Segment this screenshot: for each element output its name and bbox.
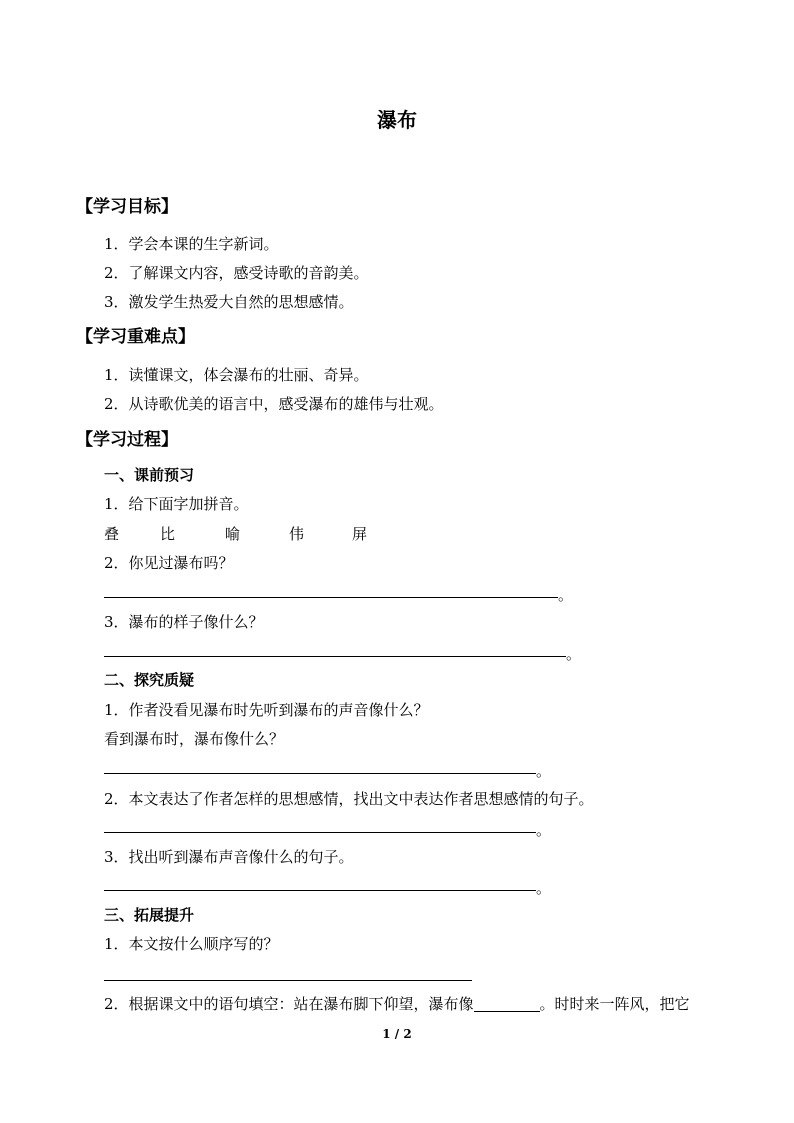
period-mark: 。 [566,645,582,663]
question-text-before: 2．根据课文中的语句填空：站在瀑布脚下仰望，瀑布像 [104,995,474,1013]
answer-line[interactable] [104,597,558,598]
period-mark: 。 [536,879,552,897]
question-text: 2．你见过瀑布吗？ [104,554,234,572]
objective-item: 3．激发学生热爱大自然的思想感情。 [104,293,354,311]
period-mark: 。 [536,762,552,780]
subsection-heading-inquiry: 二、探究质疑 [104,671,195,689]
answer-line[interactable] [104,656,566,657]
period-mark: 。 [536,821,552,839]
key-point-item: 2．从诗歌优美的语言中，感受瀑布的雄伟与壮观。 [104,395,444,413]
section-heading-objectives: 【学习目标】 [76,197,178,217]
section-heading-key-points: 【学习重难点】 [76,327,195,347]
question-text-after: 。时时来一阵风，把它 [539,995,690,1013]
period-mark: 。 [558,586,574,604]
question-text: 2．本文表达了作者怎样的思想感情，找出文中表达作者思想感情的句子。 [104,790,594,808]
pinyin-char: 屏 [352,525,368,543]
pinyin-char: 喻 [225,525,241,543]
section-heading-process: 【学习过程】 [76,430,178,450]
page-title: 瀑布 [377,108,417,132]
question-text: 看到瀑布时，瀑布像什么？ [104,730,285,748]
answer-line[interactable] [104,773,536,774]
answer-line[interactable] [104,980,472,981]
pinyin-char: 叠 [104,525,120,543]
question-text: 1．本文按什么顺序写的？ [104,935,279,953]
question-text: 3．找出听到瀑布声音像什么的句子。 [104,848,354,866]
key-point-item: 1．读懂课文，体会瀑布的壮丽、奇异。 [104,366,369,384]
objective-item: 1．学会本课的生字新词。 [104,235,279,253]
subsection-heading-extension: 三、拓展提升 [104,906,195,924]
fill-blank-question [104,993,690,1014]
fill-blank[interactable] [474,996,540,1012]
question-text: 1．作者没看见瀑布时先听到瀑布的声音像什么？ [104,701,429,719]
answer-line[interactable] [104,832,536,833]
pinyin-char: 伟 [289,525,305,543]
subsection-heading-preview: 一、课前预习 [104,466,195,484]
page-number: 1 / 2 [382,1027,412,1041]
objective-item: 2．了解课文内容，感受诗歌的音韵美。 [104,264,369,282]
question-text: 3．瀑布的样子像什么？ [104,613,264,631]
question-text: 1．给下面字加拼音。 [104,495,249,513]
answer-line[interactable] [104,890,536,891]
pinyin-char: 比 [160,525,176,543]
